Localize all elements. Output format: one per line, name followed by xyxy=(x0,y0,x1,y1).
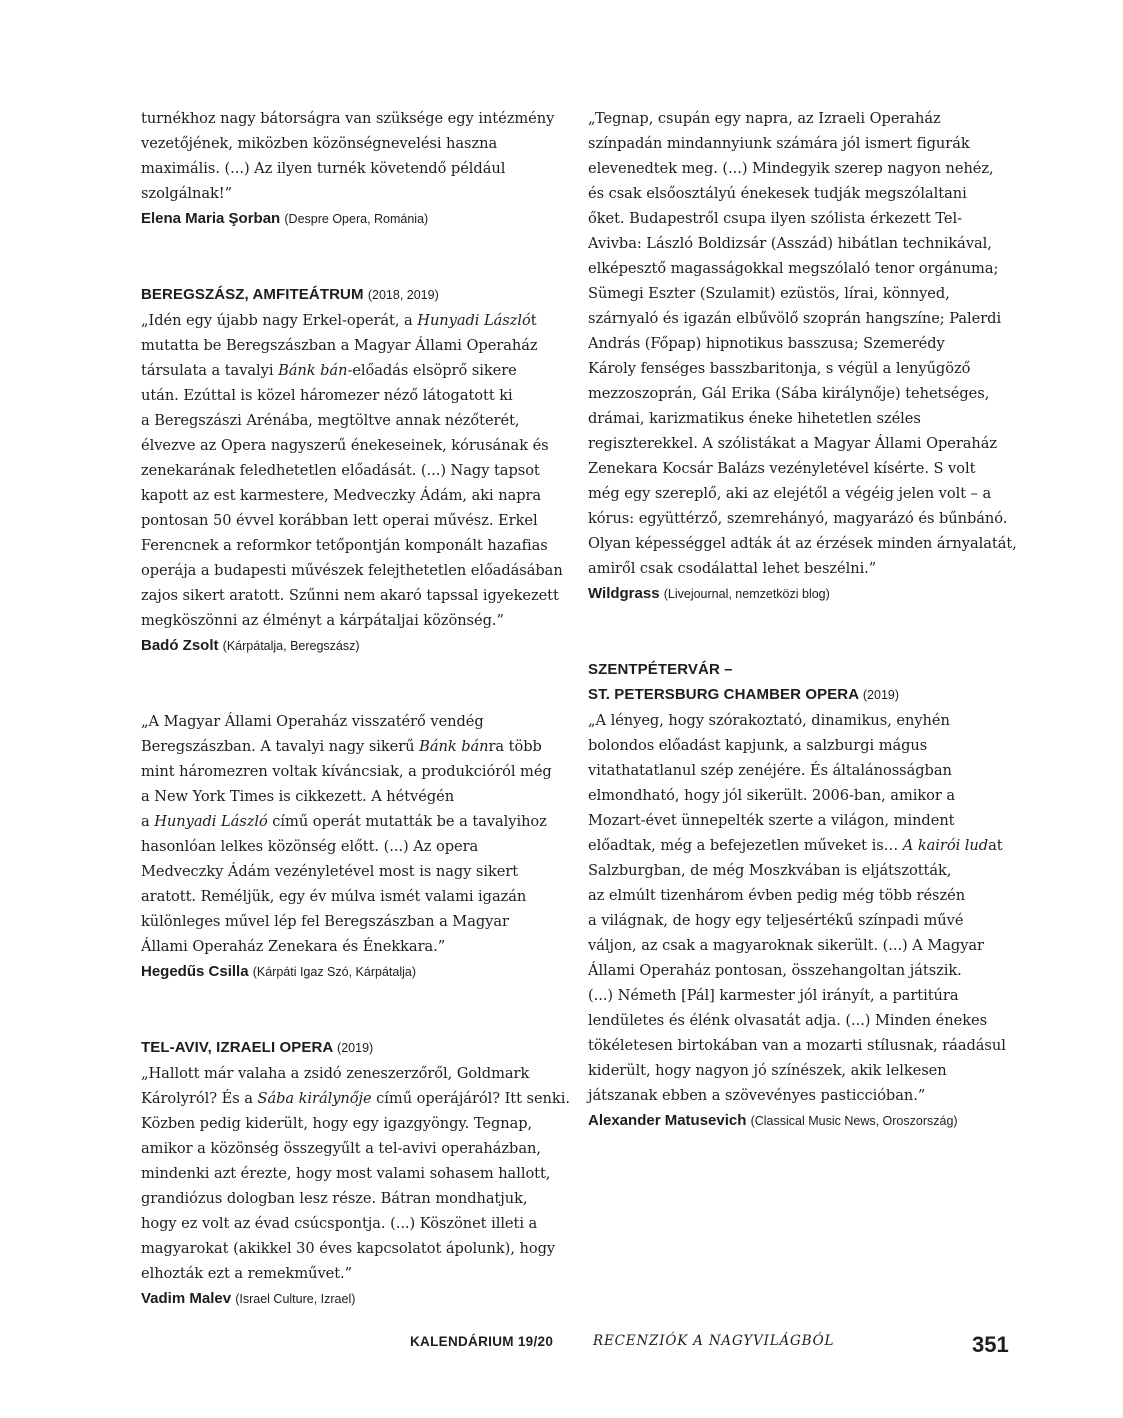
quote-line: kórus: együttérző, szemrehányó, magyarázó és bűnbánó. xyxy=(588,510,1008,527)
quote-attribution xyxy=(141,1286,566,1312)
text-run: ra több xyxy=(488,738,542,755)
section-heading-text: BEREGSZÁSZ, AMFITEÁTRUM xyxy=(141,286,364,303)
quote-line: Mozart-évet ünnepelték szerte a világon, mindent xyxy=(588,812,955,829)
attribution-author: Badó Zsolt xyxy=(141,637,219,654)
quote-line: vitathatatlanul szép zenéjére. És általánosságban xyxy=(588,762,952,779)
left-column xyxy=(141,106,570,1312)
page-footer xyxy=(0,1334,1123,1374)
section-heading-tel-aviv xyxy=(141,1035,566,1061)
quote-line: váljon, az csak a magyaroknak sikerült. (...) A Magyar xyxy=(588,937,984,954)
quote-line: elképesztő magasságokkal megszólaló tenor orgánuma; xyxy=(588,260,999,277)
quote-line: az elmúlt tizenhárom évben pedig még több részén xyxy=(588,887,966,904)
quote-line: elmondható, hogy jól sikerült. 2006-ban, amikor a xyxy=(588,787,956,804)
italic-title: Hunyadi László xyxy=(154,813,268,830)
quote-line: grandiózus dologban lesz része. Bátran mondhatjuk, xyxy=(141,1190,528,1207)
attribution-source: (Classical Music News, Oroszország) xyxy=(750,1114,958,1128)
footer-magazine-title: KALENDÁRIUM 19/20 xyxy=(410,1334,554,1349)
italic-title: A kairói lud xyxy=(902,837,989,854)
quote-line xyxy=(141,308,566,333)
quote-line: Salzburgban, de még Moszkvában is eljátszották, xyxy=(588,862,952,879)
quote-line: Közben pedig kiderült, hogy egy igazgyöngy. Tegnap, xyxy=(141,1115,533,1132)
quote-text xyxy=(588,106,1017,581)
quote-line: és csak elsőosztályú énekesek tudják megszólaltani xyxy=(588,185,967,202)
quote-line: bolondos előadást kapjunk, a salzburgi mágus xyxy=(588,737,928,754)
text-run: Károlyról? És a xyxy=(141,1090,258,1107)
quote-line: András (Főpap) hipnotikus basszusa; Szemerédy xyxy=(588,335,945,352)
quote-line: „Hallott már valaha a zsidó zeneszerzőről, Goldmark xyxy=(141,1065,530,1082)
quote-line: Ferencnek a reformkor tetőpontján komponált hazafias xyxy=(141,537,548,554)
text-run: előadtak, még a befejezetlen műveket is… xyxy=(588,837,903,854)
section-heading-text: SZENTPÉTERVÁR – xyxy=(588,661,733,678)
quote-line xyxy=(141,1086,570,1111)
quote-line: maximális. (...) Az ilyen turnék követendő például xyxy=(141,160,506,177)
quote-line: kapott az est karmestere, Medveczky Ádám, aki napra xyxy=(141,487,542,504)
quote-line: mutatta be Beregszászban a Magyar Állami Operaház xyxy=(141,337,538,354)
quote-line xyxy=(588,833,1013,858)
quote-line: Állami Operaház pontosan, összehangoltan játszik. xyxy=(588,962,962,979)
section-heading-szentpetervar xyxy=(588,657,1013,682)
quote-line: játszanak ebben a szövevényes pasticcióban.” xyxy=(588,1087,926,1104)
quote-line: hasonlóan lelkes közönség előtt. (...) Az opera xyxy=(141,838,479,855)
italic-title: Sába királynője xyxy=(257,1090,372,1107)
section-heading-beregszasz xyxy=(141,282,566,308)
quote-line: őket. Budapestről csupa ilyen szólista érkezett Tel- xyxy=(588,210,962,227)
attribution-source: (Israel Culture, Izrael) xyxy=(235,1292,356,1306)
attribution-source: (Kárpátalja, Beregszász) xyxy=(222,639,360,653)
attribution-source: (Despre Opera, Románia) xyxy=(284,212,429,226)
attribution-author: Alexander Matusevich xyxy=(588,1112,747,1129)
text-run: at xyxy=(988,837,1003,854)
attribution-source: (Kárpáti Igaz Szó, Kárpátalja) xyxy=(252,965,416,979)
quote-line: vezetőjének, miközben közönségnevelési haszna xyxy=(141,135,498,152)
text-run: t xyxy=(530,312,537,329)
quote-line: lendületes és élénk olvasatát adja. (...) Minden énekes xyxy=(588,1012,988,1029)
quote-line: Olyan képességgel adták át az érzések minden árnyalatát, xyxy=(588,535,1017,552)
section-years: (2019) xyxy=(337,1041,374,1055)
italic-title: Bánk bán xyxy=(278,362,348,379)
quote-line: mindenki azt érezte, hogy most valami sohasem hallott, xyxy=(141,1165,551,1182)
quote-line: „A Magyar Állami Operaház visszatérő vendég xyxy=(141,713,484,730)
attribution-author: Elena Maria Şorban xyxy=(141,210,281,227)
quote-line: Zenekara Kocsár Balázs vezényletével kísérte. S volt xyxy=(588,460,976,477)
footer-section-title: RECENZIÓK A NAGYVILÁGBÓL xyxy=(593,1333,835,1349)
quote-line: szolgálnak!” xyxy=(141,185,233,202)
quote-line: Károly fenséges basszbaritonja, s végül a lenyűgöző xyxy=(588,360,971,377)
attribution-author: Vadim Malev xyxy=(141,1290,232,1307)
text-run: című operájáról? Itt senki. xyxy=(371,1090,570,1107)
quote-line: a New York Times is cikkezett. A hétvégén xyxy=(141,788,455,805)
attribution-author: Hegedűs Csilla xyxy=(141,963,249,980)
section-heading-text: ST. PETERSBURG CHAMBER OPERA xyxy=(588,686,859,703)
quote-line xyxy=(141,809,566,834)
quote-line: után. Ezúttal is közel háromezer néző látogatott ki xyxy=(141,387,513,404)
quote-line: amikor a közönség összegyűlt a tel-avivi operaházban, xyxy=(141,1140,541,1157)
quote-line: zajos sikert aratott. Szűnni nem akaró tapssal igyekezett xyxy=(141,587,559,604)
quote-line: Avivba: László Boldizsár (Asszád) hibátlan technikával, xyxy=(588,235,992,252)
quote-line: pontosan 50 évvel korábban lett operai művész. Erkel xyxy=(141,512,538,529)
right-column xyxy=(588,106,1017,1134)
quote-attribution xyxy=(141,959,566,985)
quote-attribution xyxy=(141,633,566,659)
quote-line: magyarokat (akikkel 30 éves kapcsolatot ápolunk), hogy xyxy=(141,1240,556,1257)
quote-line: szárnyaló és igazán elbűvölő szoprán hangszíne; Palerdi xyxy=(588,310,1002,327)
text-run: társulata a tavalyi xyxy=(141,362,279,379)
quote-line: Állami Operaház Zenekara és Énekkara.” xyxy=(141,938,446,955)
quote-line: a Beregszászi Arénába, megtöltve annak nézőterét, xyxy=(141,412,520,429)
section-years: (2018, 2019) xyxy=(367,288,439,302)
quote-line: megköszönni az élményt a kárpátaljai közönség.” xyxy=(141,612,504,629)
quote-line: (...) Németh [Pál] karmester jól irányít, a partitúra xyxy=(588,987,959,1004)
quote-text xyxy=(141,308,566,633)
quote-line: tökéletesen birtokában van a mozarti stílusnak, ráadásul xyxy=(588,1037,1006,1054)
text-run: Beregszászban. A tavalyi nagy sikerű xyxy=(141,738,420,755)
section-heading-line2 xyxy=(588,682,1013,708)
section-years: (2019) xyxy=(862,688,900,702)
quote-line: hogy ez volt az évad csúcspontja. (...) Köszönet illeti a xyxy=(141,1215,538,1232)
quote-line: Sümegi Eszter (Szulamit) ezüstös, lírai, könnyed, xyxy=(588,285,950,302)
quote-line xyxy=(141,358,566,383)
quote-text xyxy=(141,1061,570,1286)
quote-line: mint háromezren voltak kíváncsiak, a produkcióról még xyxy=(141,763,552,780)
text-run: -előadás elsöprő sikere xyxy=(347,362,517,379)
quote-attribution xyxy=(141,206,566,232)
quote-text xyxy=(588,708,1013,1108)
page-number: 351 xyxy=(972,1332,1009,1357)
quote-line: „Tegnap, csupán egy napra, az Izraeli Operaház xyxy=(588,110,941,127)
quote-attribution xyxy=(588,581,1013,607)
quote-line: zenekarának feledhetetlen előadását. (...) Nagy tapsot xyxy=(141,462,540,479)
quote-text xyxy=(141,709,566,959)
quote-line xyxy=(141,734,566,759)
quote-line: elevenedtek meg. (...) Mindegyik szerep nagyon nehéz, xyxy=(588,160,994,177)
attribution-author: Wildgrass xyxy=(588,585,660,602)
quote-line: színpadán mindannyiunk számára jól ismert figurák xyxy=(588,135,970,152)
quote-line: operája a budapesti művészek felejthetetlen előadásában xyxy=(141,562,563,579)
quote-continued xyxy=(141,106,566,206)
quote-line: élvezve az Opera nagyszerű énekeseinek, kórusának és xyxy=(141,437,549,454)
section-heading-text: TEL-AVIV, IZRAELI OPERA xyxy=(141,1039,333,1056)
quote-line: különleges művel lép fel Beregszászban a Magyar xyxy=(141,913,509,930)
quote-line: a világnak, de hogy egy teljesértékű színpadi művé xyxy=(588,912,964,929)
quote-line: turnékhoz nagy bátorságra van szüksége egy intézmény xyxy=(141,110,555,127)
quote-line: aratott. Reméljük, egy év múlva ismét valami igazán xyxy=(141,888,527,905)
quote-line: „A lényeg, hogy szórakoztató, dinamikus, enyhén xyxy=(588,712,950,729)
italic-title: Bánk bán xyxy=(419,738,489,755)
quote-line: mezzoszoprán, Gál Erika (Sába királynője) tehetséges, xyxy=(588,385,990,402)
quote-line: még egy szereplő, aki az elejétől a végéig jelen volt – a xyxy=(588,485,992,502)
quote-line: regiszterekkel. A szólistákat a Magyar Állami Operaház xyxy=(588,435,998,452)
text-run: „Idén egy újabb nagy Erkel-operát, a xyxy=(141,312,418,329)
quote-line: drámai, karizmatikus éneke hihetetlen széles xyxy=(588,410,921,427)
quote-line: amiről csak csodálattal lehet beszélni.” xyxy=(588,560,877,577)
text-run: című operát mutatták be a tavalyihoz xyxy=(267,813,547,830)
quote-line: Medveczky Ádám vezényletével most is nagy sikert xyxy=(141,863,519,880)
quote-line: kiderült, hogy nagyon jó színészek, akik lelkesen xyxy=(588,1062,947,1079)
quote-attribution xyxy=(588,1108,1013,1134)
italic-title: Hunyadi László xyxy=(417,312,531,329)
quote-line: elhozták ezt a remekművet.” xyxy=(141,1265,353,1282)
text-run: a xyxy=(141,813,155,830)
attribution-source: (Livejournal, nemzetközi blog) xyxy=(663,587,830,601)
